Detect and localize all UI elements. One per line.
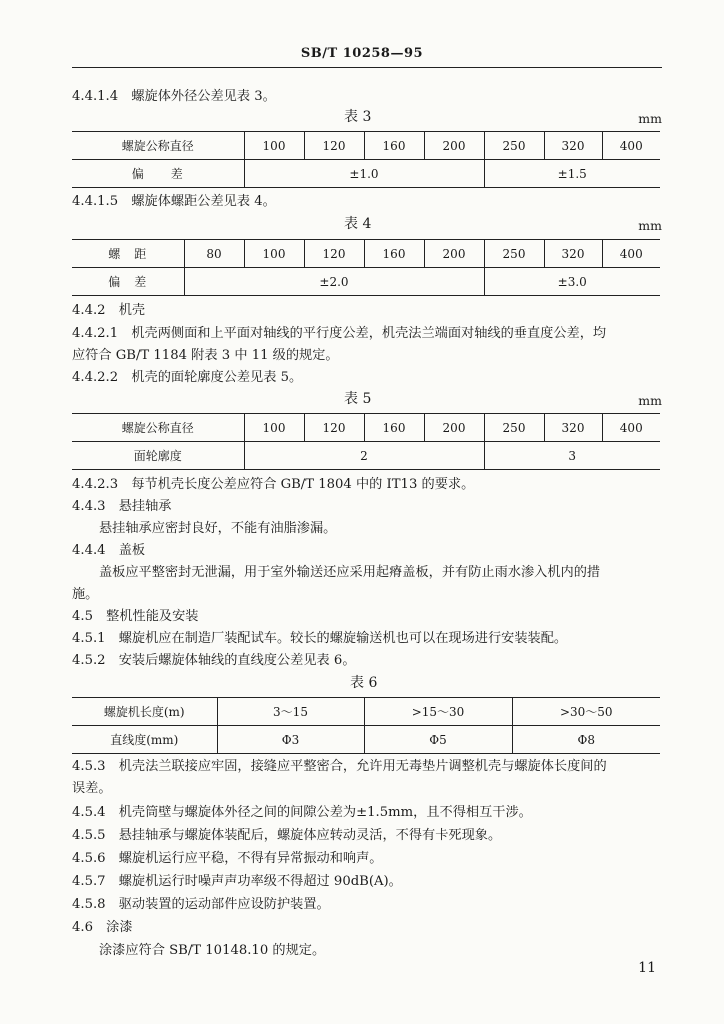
table6-header: >30～50 — [512, 698, 660, 726]
clause-4-5-2: 4.5.2 安装后螺旋体轴线的直线度公差见表 6。 — [72, 653, 356, 668]
clause-4-4-3-text: 悬挂轴承应密封良好，不能有油脂渗漏。 — [99, 521, 337, 536]
clause-4-6: 4.6 涂漆 — [72, 920, 133, 935]
table4-caption: 表 4 — [344, 216, 372, 232]
table3-row-deviation — [72, 160, 660, 188]
table3 — [72, 131, 660, 188]
table3-cell: 100 — [244, 132, 304, 160]
table5-cell: 120 — [304, 414, 364, 442]
table5-cell: 200 — [424, 414, 484, 442]
table5-cell: 160 — [364, 414, 424, 442]
table5 — [72, 413, 660, 470]
clause-4-4-1-5: 4.4.1.5 螺旋体螺距公差见表 4。 — [72, 194, 276, 209]
clause-4-4-3: 4.4.3 悬挂轴承 — [72, 499, 172, 514]
table4-cell: 100 — [244, 240, 304, 268]
clause-4-5-5: 4.5.5 悬挂轴承与螺旋体装配后，螺旋体应转动灵活，不得有卡死现象。 — [72, 828, 502, 843]
clause-4-5-3-line1: 4.5.3 机壳法兰联接应牢固，接缝应平整密合，允许用无毒垫片调整机壳与螺旋体长度间的 — [72, 759, 607, 774]
table4-cell: 120 — [304, 240, 364, 268]
table4-cell: 320 — [544, 240, 602, 268]
table6-header: >15～30 — [364, 698, 512, 726]
page-number: 11 — [638, 960, 656, 976]
table3-cell: 400 — [602, 132, 660, 160]
clause-4-5-8: 4.5.8 驱动装置的运动部件应设防护装置。 — [72, 897, 330, 912]
table6-cell: Φ8 — [512, 726, 660, 754]
table5-cell: 400 — [602, 414, 660, 442]
table3-row-diameter — [72, 132, 660, 160]
table3-unit: mm — [638, 111, 662, 126]
clause-4-4-4-text-line1: 盖板应平整密封无泄漏，用于室外输送还应采用起瘠盖板，并有防止雨水渗入机内的措 — [99, 565, 601, 580]
table5-cell: 320 — [544, 414, 602, 442]
clause-4-4-4-text-line2: 施。 — [72, 587, 99, 602]
clause-4-4-2-2: 4.4.2.2 机壳的面轮廓度公差见表 5。 — [72, 370, 303, 385]
table4-row2-label: 偏 差 — [72, 268, 184, 296]
clause-4-4-2-3: 4.4.2.3 每节机壳长度公差应符合 GB/T 1804 中的 IT13 的要求。 — [72, 477, 475, 492]
table3-cell: 200 — [424, 132, 484, 160]
table5-caption: 表 5 — [344, 391, 372, 407]
table5-cell: 100 — [244, 414, 304, 442]
table4-row-deviation — [72, 268, 660, 296]
clause-4-5-6: 4.5.6 螺旋机运行应平稳，不得有异常振动和响声。 — [72, 851, 383, 866]
table3-cell: 160 — [364, 132, 424, 160]
table6 — [72, 697, 660, 754]
clause-4-4-2: 4.4.2 机壳 — [72, 303, 146, 318]
clause-4-5-3-line2: 误差。 — [72, 781, 112, 796]
table3-row2-label: 偏 差 — [72, 160, 244, 188]
table3-caption: 表 3 — [344, 109, 372, 125]
clause-4-6-text: 涂漆应符合 SB/T 10148.10 的规定。 — [99, 943, 326, 958]
table5-unit: mm — [638, 393, 662, 408]
clause-4-4-2-1-line1: 4.4.2.1 机壳两侧面和上平面对轴线的平行度公差，机壳法兰端面对轴线的垂直度公差，均 — [72, 326, 607, 341]
clause-4-4-4: 4.4.4 盖板 — [72, 543, 146, 558]
table5-row2-label: 面轮廓度 — [72, 442, 244, 470]
table4-cell: 80 — [184, 240, 244, 268]
table6-cell: 直线度(mm) — [72, 726, 217, 754]
table5-cell: 2 — [244, 442, 484, 470]
table4-cell: 200 — [424, 240, 484, 268]
table6-header: 螺旋机长度(m) — [72, 698, 217, 726]
table3-cell: ±1.0 — [244, 160, 484, 188]
table5-row-profile — [72, 442, 660, 470]
table6-row-straightness — [72, 726, 660, 754]
page-header: SB/T 10258—95 — [300, 46, 424, 61]
clause-4-5-4: 4.5.4 机壳筒壁与螺旋体外径之间的间隙公差为±1.5mm，且不得相互干涉。 — [72, 805, 532, 820]
table3-cell: 320 — [544, 132, 602, 160]
table4-cell: 250 — [484, 240, 544, 268]
table4-unit: mm — [638, 218, 662, 233]
clause-4-4-1-4: 4.4.1.4 螺旋体外径公差见表 3。 — [72, 89, 276, 104]
table6-cell: Φ3 — [217, 726, 364, 754]
table4-row-pitch — [72, 240, 660, 268]
table5-row-diameter — [72, 414, 660, 442]
clause-4-5: 4.5 整机性能及安装 — [72, 609, 199, 624]
clause-4-5-1: 4.5.1 螺旋机应在制造厂装配试车。较长的螺旋输送机也可以在现场进行安装装配。 — [72, 631, 568, 646]
clause-4-5-7: 4.5.7 螺旋机运行时噪声声功率级不得超过 90dB(A)。 — [72, 874, 402, 889]
table3-cell: 120 — [304, 132, 364, 160]
table6-row-length — [72, 698, 660, 726]
table3-cell: 250 — [484, 132, 544, 160]
table5-row1-label: 螺旋公称直径 — [72, 414, 244, 442]
table6-cell: Φ5 — [364, 726, 512, 754]
clause-4-4-2-1-line2: 应符合 GB/T 1184 附表 3 中 11 级的规定。 — [72, 348, 339, 363]
table4-cell: 160 — [364, 240, 424, 268]
table5-cell: 250 — [484, 414, 544, 442]
table4-cell: 400 — [602, 240, 660, 268]
table6-header: 3～15 — [217, 698, 364, 726]
table4-cell: ±2.0 — [184, 268, 484, 296]
table6-caption: 表 6 — [350, 675, 378, 691]
table3-cell: ±1.5 — [484, 160, 660, 188]
table4 — [72, 239, 660, 296]
table5-cell: 3 — [484, 442, 660, 470]
header-rule — [72, 67, 662, 68]
table4-cell: ±3.0 — [484, 268, 660, 296]
table4-row1-label: 螺 距 — [72, 240, 184, 268]
table3-row1-label: 螺旋公称直径 — [72, 132, 244, 160]
